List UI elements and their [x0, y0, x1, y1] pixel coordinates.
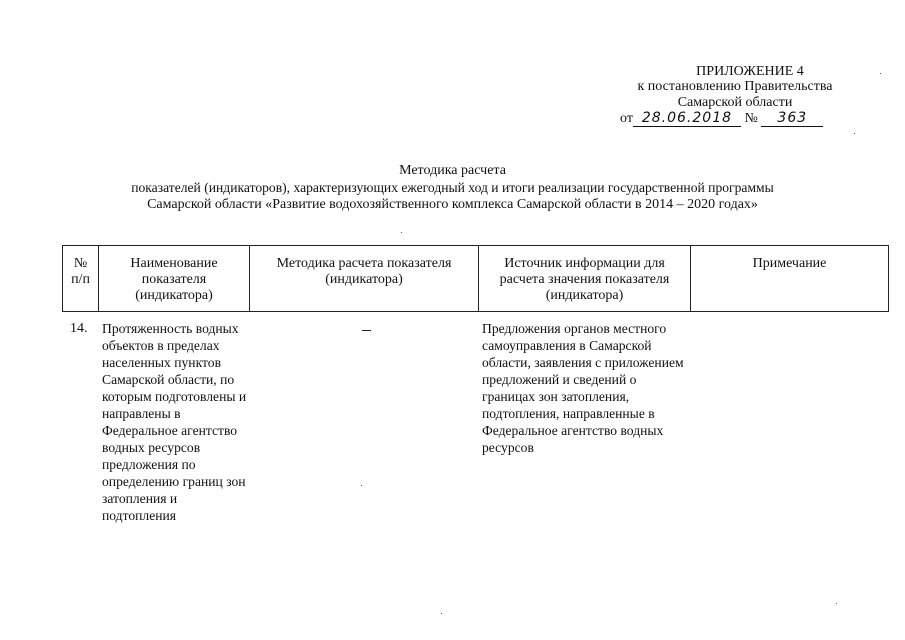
scan-speck — [361, 485, 362, 486]
date-field: 28.06.2018 — [633, 111, 741, 127]
header-source — [479, 246, 691, 311]
document-title-line-1: Методика расчета — [399, 163, 506, 178]
row-num: 14. — [70, 321, 88, 336]
header-method-text: Методика расчета показателя (индикатора) — [276, 256, 452, 287]
scan-speck — [441, 613, 442, 614]
appendix-date-number — [620, 111, 840, 127]
number-prefix: № — [744, 111, 758, 126]
table-header — [62, 245, 889, 312]
row-indicator-name: Протяженность водных объектов в пределах населенных пунктов Самарской области, по которым подготовлены и направлены в Федеральное агентство водных ресурсов предложения по определению границ зон затопления и подтопления — [102, 321, 247, 523]
scan-speck — [836, 603, 837, 604]
scan-speck — [401, 232, 402, 233]
header-num — [63, 246, 99, 311]
appendix-line-1: к постановлению Правительства — [637, 79, 833, 94]
document-title-line-2: показателей (индикаторов), характеризующих ежегодный ход и итоги реализации государственной программы — [131, 180, 774, 195]
number-field: 363 — [761, 111, 823, 127]
header-num-text: № п/п — [71, 256, 90, 287]
header-method — [250, 246, 479, 311]
row-info-source: Предложения органов местного самоуправления в Самарской области, заявления с приложением предложений и сведений о границах зон затопления, подтопления, направленные в Федеральное агентство водных ресурсов — [482, 321, 684, 455]
row-method-dash — [352, 322, 382, 336]
scan-speck — [880, 73, 881, 74]
header-name-text: Наименование показателя (индикатора) — [130, 256, 218, 303]
scan-speck — [854, 133, 855, 134]
header-note — [691, 246, 889, 311]
header-name — [99, 246, 250, 311]
appendix-line-2: Самарской области — [677, 95, 793, 110]
header-note-text: Примечание — [752, 256, 827, 271]
date-prefix: от — [620, 111, 633, 126]
document-title-line-3: Самарской области «Развитие водохозяйственного комплекса Самарской области в 2014 – 2020 годах» — [147, 197, 758, 212]
appendix-title: ПРИЛОЖЕНИЕ 4 — [696, 64, 804, 79]
header-source-text: Источник информации для расчета значения показателя (индикатора) — [499, 256, 670, 303]
